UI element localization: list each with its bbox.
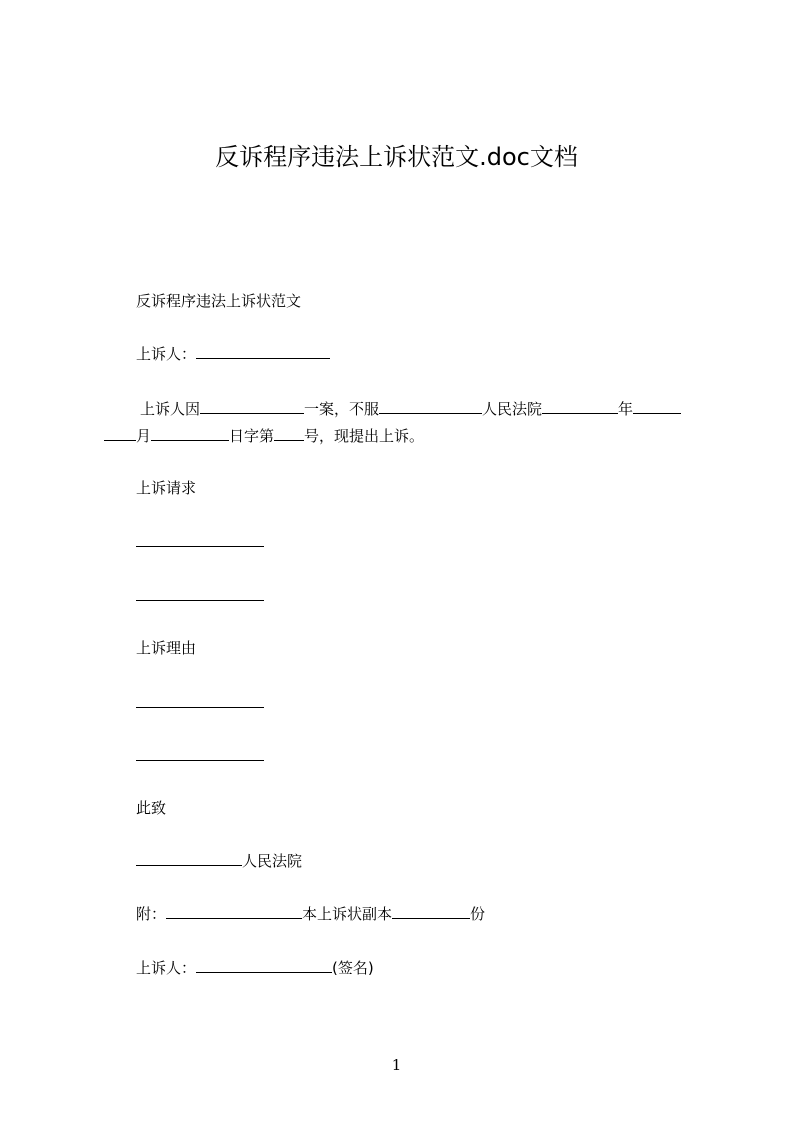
case-prefix: 上诉人因 — [140, 400, 201, 418]
signature-line — [136, 957, 374, 979]
page-number: 1 — [391, 1056, 402, 1074]
court-addressee: 人民法院 — [242, 852, 303, 870]
appellant-label: 上诉人： — [136, 345, 197, 363]
signature-blank — [196, 957, 332, 973]
appellant-line — [136, 343, 330, 365]
case-court: 人民法院 — [482, 400, 543, 418]
document-heading: 反诉程序违法上诉状范文 — [136, 292, 302, 310]
year-blank — [542, 398, 618, 414]
reason-blank-1 — [136, 707, 264, 708]
attachment-suffix: 份 — [470, 905, 486, 923]
case-year: 年 — [618, 400, 634, 418]
court-addressee-line — [136, 850, 302, 872]
reason-heading: 上诉理由 — [136, 639, 197, 657]
case-line-1 — [140, 398, 681, 420]
request-blank-1 — [136, 546, 264, 547]
month-day-blank — [151, 425, 229, 441]
reason-blank-2 — [136, 760, 264, 761]
case-line-2 — [104, 425, 424, 447]
signature-note: (签名) — [332, 959, 374, 977]
court-addressee-blank — [136, 850, 242, 866]
attachment-middle: 本上诉状副本 — [302, 905, 393, 923]
court-name-blank — [379, 398, 482, 414]
number-blank — [274, 425, 304, 441]
case-month: 月 — [136, 427, 152, 445]
request-blank-2 — [136, 600, 264, 601]
year-number-blank-cont — [104, 425, 136, 441]
document-title: 反诉程序违法上诉状范文.doc文档 — [215, 143, 578, 171]
attachment-count-blank — [166, 903, 302, 919]
attachment-line — [136, 903, 485, 925]
request-heading: 上诉请求 — [136, 479, 197, 497]
appellant-blank — [196, 343, 330, 359]
case-suffix: 号，现提出上诉。 — [304, 427, 425, 445]
salutation: 此致 — [136, 799, 167, 817]
year-number-blank — [633, 398, 681, 414]
case-day-no: 日字第 — [229, 427, 275, 445]
copies-blank — [392, 903, 470, 919]
case-name-blank — [200, 398, 304, 414]
case-after: 一案，不服 — [304, 400, 380, 418]
attachment-label: 附： — [136, 905, 167, 923]
signature-label: 上诉人： — [136, 959, 197, 977]
